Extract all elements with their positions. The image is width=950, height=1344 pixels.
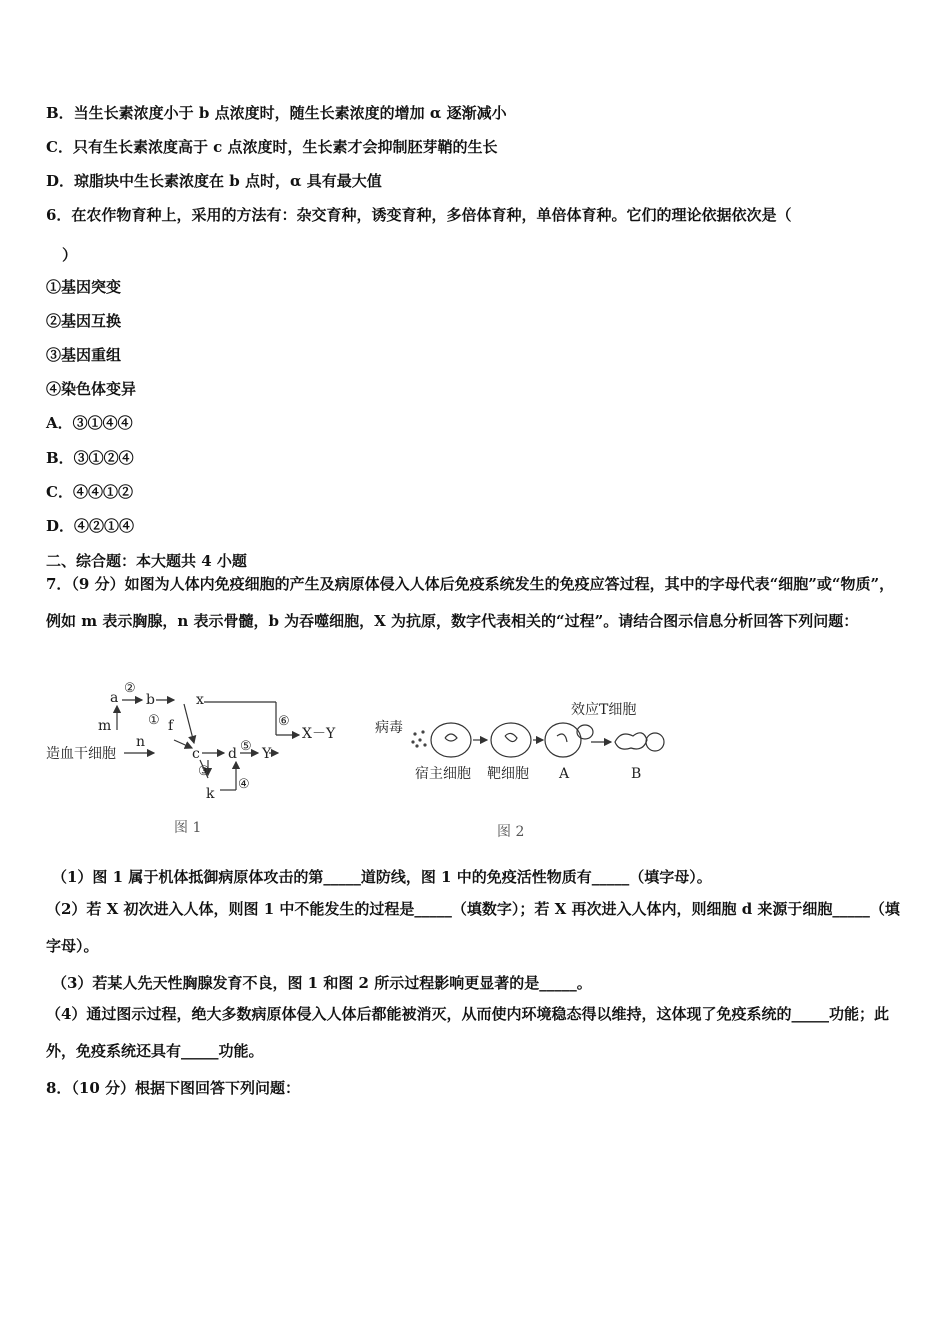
fig1-letter-f: f (168, 718, 174, 734)
fig1-letter-d: d (228, 746, 237, 762)
q6-stem-end: ） (62, 246, 78, 264)
fig1-num: ③ (198, 764, 210, 779)
fig1-letter-x: x (196, 692, 204, 708)
q6-item: ③基因重组 (46, 346, 122, 364)
q7-sub3: （3）若某人先天性胸腺发育不良，图 1 和图 2 所示过程影响更显著的是_____。 (52, 974, 592, 992)
fig1-num: ① (148, 713, 160, 728)
fig1-source: 造血干细胞 (46, 746, 116, 762)
q7-sub1: （1）图 1 属于机体抵御病原体攻击的第_____道防线，图 1 中的免疫活性物质有_____（填字母）。 (52, 868, 712, 886)
q6-item: ④染色体变异 (46, 380, 137, 398)
option-5d: D．琼脂块中生长素浓度在 b 点时，α 具有最大值 (46, 172, 382, 190)
figure-1 (44, 680, 354, 854)
q6-item: ②基因互换 (46, 312, 122, 330)
fig2-target: 靶细胞 (487, 766, 529, 782)
fig1-letter-a: a (110, 690, 119, 706)
fig1-num: ④ (238, 777, 250, 792)
fig1-caption: 图 1 (174, 820, 202, 836)
fig1-num: ⑥ (278, 714, 290, 729)
fig1-letter-y: Y (262, 746, 272, 762)
fig2-effector: 效应T细胞 (571, 702, 637, 718)
q6-option-b: B．③①②④ (46, 449, 134, 467)
option-5b: B．当生长素浓度小于 b 点浓度时，随生长素浓度的增加 α 逐渐减小 (46, 104, 507, 122)
option-5c: C．只有生长素浓度高于 c 点浓度时，生长素才会抑制胚芽鞘的生长 (46, 138, 498, 156)
fig1-num: ⑤ (240, 739, 252, 754)
q7-sub2: （2）若 X 初次进入人体，则图 1 中不能发生的过程是_____（填数字）；若 X 再次进入人体内，则细胞 d 来源于细胞_____（填字母）。 (46, 900, 900, 955)
q7-sub4: （4）通过图示过程，绝大多数病原体侵入人体后都能被消灭，从而使内环境稳态得以维持，这体现了免疫系统的_____功能；此外，免疫系统还具有_____功能。 (46, 1005, 889, 1060)
fig2-host: 宿主细胞 (415, 766, 471, 782)
figure-2 (375, 690, 685, 854)
fig1-num: ② (124, 681, 136, 696)
fig1-letter-n: n (136, 734, 146, 750)
fig2-label-a: A (559, 766, 570, 782)
q6-stem: 6．在农作物育种上，采用的方法有：杂交育种，诱变育种，多倍体育种，单倍体育种。它们的理论依据依次是（ (46, 206, 792, 224)
fig2-virus: 病毒 (375, 720, 403, 736)
section-heading: 二、综合题：本大题共 4 小题 (46, 552, 247, 570)
fig1-letter-k: k (206, 786, 215, 802)
fig2-label-b: B (631, 766, 642, 782)
q7-stem: 7．（9 分）如图为人体内免疫细胞的产生及病原体侵入人体后免疫系统发生的免疫应答过程，其中的字母代表“细胞”或“物质”，例如 m 表示胸腺，n 表示骨髓，b 为吞噬细胞，X 为抗原，数字代表相关的“过程”。请结合图示信息分析回答下列问题： (46, 575, 895, 630)
q6-item: ①基因突变 (46, 278, 122, 296)
fig2-caption: 图 2 (497, 824, 525, 840)
q6-option-a: A．③①④④ (46, 414, 133, 432)
fig1-letter-m: m (98, 718, 112, 734)
fig1-letter-c: c (192, 746, 200, 762)
fig1-letter-b: b (146, 692, 155, 708)
q8-stem: 8．（10 分）根据下图回答下列问题： (46, 1079, 301, 1097)
q6-option-c: C．④④①② (46, 483, 133, 501)
q6-option-d: D．④②①④ (46, 517, 135, 535)
fig1-result: X－Y (302, 726, 336, 742)
